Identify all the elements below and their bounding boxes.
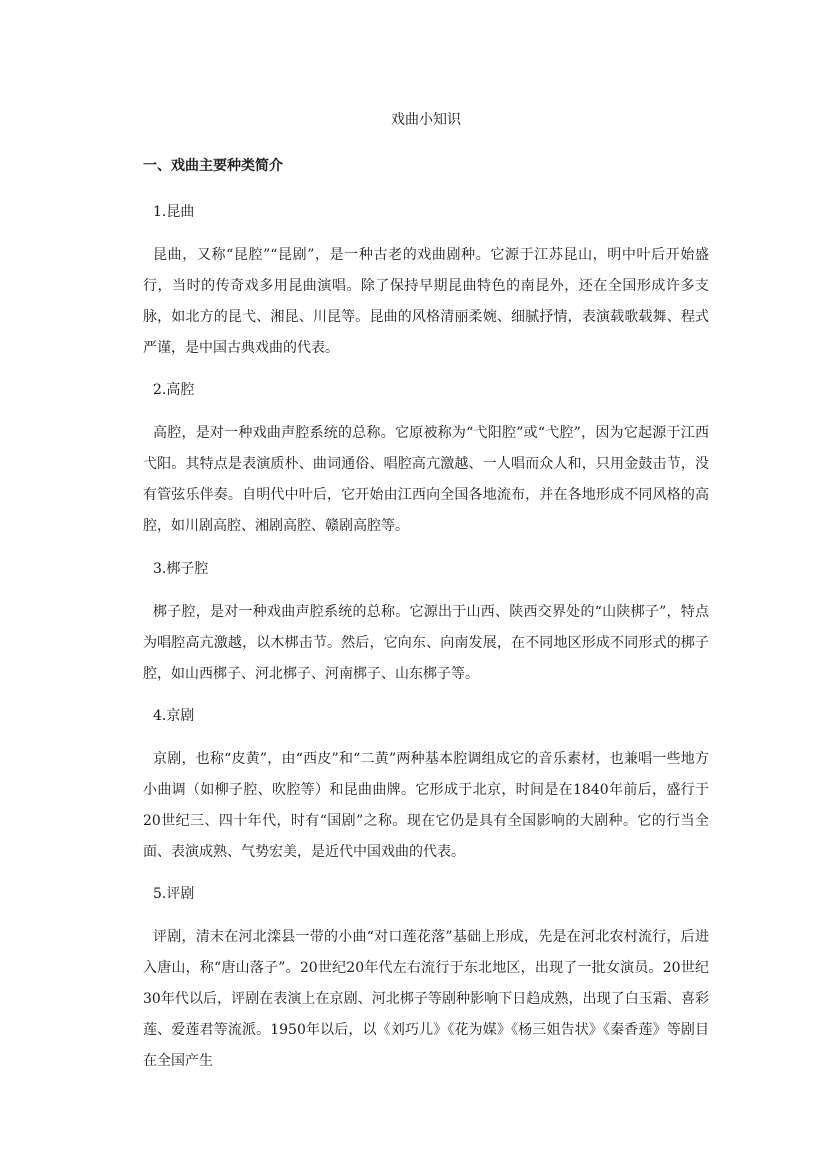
item-heading-bangziqiang: 3.梆子腔 bbox=[153, 561, 209, 577]
item-body-gaoqiang: 高腔，是对一种戏曲声腔系统的总称。它原被称为“弋阳腔”或“弋腔”，因为它起源于江西弋阳。其特点是表演质朴、曲词通俗、唱腔高亢激越、一人唱而众人和，只用金鼓击节，没有管弦乐伴奏。自明代中叶后，它开始由江西向全国各地流布，并在各地形成不同风格的高腔，如川剧高腔、湘剧高腔、赣剧高腔等。 bbox=[143, 425, 709, 534]
item-body-pingju: 评剧，清末在河北滦县一带的小曲“对口莲花落”基础上形成，先是在河北农村流行，后进入唐山，称“唐山落子”。20世纪20年代左右流行于东北地区，出现了一批女演员。20世纪30年代以后，评剧在表演上在京剧、河北梆子等剧种影响下日趋成熟，出现了白玉霜、喜彩莲、爱莲君等流派。1950年以后，以《刘巧儿》《花为媒》《杨三姐告状》《秦香莲》等剧目在全国产生 bbox=[143, 929, 709, 1069]
item-heading-jingju: 4.京剧 bbox=[153, 708, 195, 724]
section-heading: 一、戏曲主要种类简介 bbox=[143, 158, 283, 174]
document-title: 戏曲小知识 bbox=[391, 112, 461, 128]
item-heading-kunqu: 1.昆曲 bbox=[153, 204, 195, 220]
item-body-kunqu: 昆曲，又称“昆腔”“昆剧”，是一种古老的戏曲剧种。它源于江苏昆山，明中叶后开始盛行，当时的传奇戏多用昆曲演唱。除了保持早期昆曲特色的南昆外，还在全国形成许多支脉，如北方的昆弋、湘昆、川昆等。昆曲的风格清丽柔婉、细腻抒情，表演载歌载舞、程式严谨，是中国古典戏曲的代表。 bbox=[143, 247, 709, 356]
item-heading-pingju: 5.评剧 bbox=[153, 886, 195, 902]
item-body-bangziqiang: 梆子腔，是对一种戏曲声腔系统的总称。它源出于山西、陕西交界处的“山陕梆子”，特点为唱腔高亢激越，以木梆击节。然后，它向东、向南发展，在不同地区形成不同形式的梆子腔，如山西梆子、河北梆子、河南梆子、山东梆子等。 bbox=[143, 604, 709, 682]
item-heading-gaoqiang: 2.高腔 bbox=[153, 382, 195, 398]
item-body-jingju: 京剧，也称“皮黄”，由“西皮”和“二黄”两种基本腔调组成它的音乐素材，也兼唱一些地方小曲调（如柳子腔、吹腔等）和昆曲曲牌。它形成于北京，时间是在1840年前后，盛行于20世纪三、四十年代，时有“国剧”之称。现在它仍是具有全国影响的大剧种。它的行当全面、表演成熟、气势宏美，是近代中国戏曲的代表。 bbox=[143, 751, 709, 860]
